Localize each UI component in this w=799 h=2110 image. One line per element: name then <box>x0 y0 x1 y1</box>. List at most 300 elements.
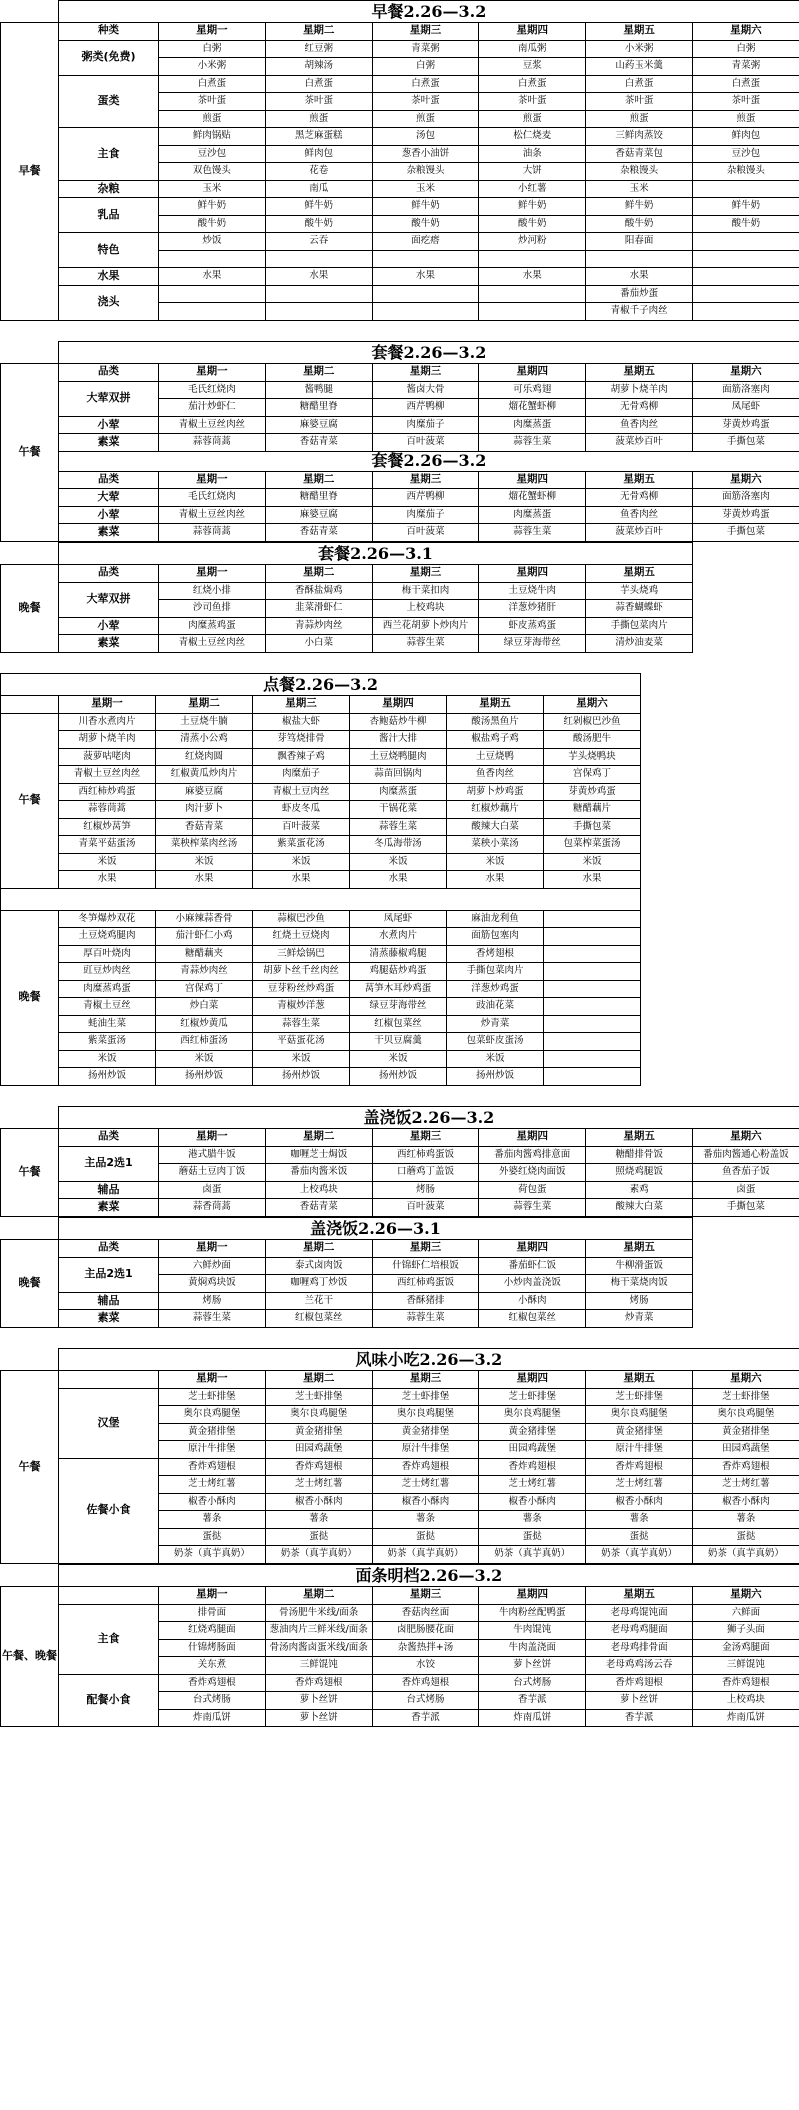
menu-item: 无骨鸡柳 <box>586 489 693 507</box>
day-header: 星期三 <box>372 471 479 489</box>
table-row <box>1 233 799 251</box>
menu-item: 平菇蛋花汤 <box>253 1033 350 1051</box>
day-header: 星期二 <box>156 696 253 714</box>
menu-item <box>479 303 586 321</box>
day-header: 星期五 <box>586 23 693 41</box>
table-row <box>1 818 641 836</box>
category-label: 大荤双拼 <box>59 582 159 617</box>
menu-item: 蒜蓉生菜 <box>479 1199 586 1217</box>
menu-item: 水果 <box>156 871 253 889</box>
menu-item: 青椒土豆丝肉丝 <box>59 766 156 784</box>
menu-item: 白煮蛋 <box>692 75 799 93</box>
category-label: 主食 <box>59 1604 159 1674</box>
menu-item: 酸牛奶 <box>159 215 266 233</box>
menu-item: 宫保鸡丁 <box>544 766 641 784</box>
menu-item: 蒜香蝴蝶虾 <box>586 600 693 618</box>
menu-item: 肉糜茄子 <box>372 416 479 434</box>
menu-item: 麻婆豆腐 <box>265 416 372 434</box>
menu-item: 奥尔良鸡腿堡 <box>692 1406 799 1424</box>
menu-item: 水果 <box>59 871 156 889</box>
menu-item <box>265 285 372 303</box>
menu-item <box>479 250 586 268</box>
menu-item: 茄汁炒虾仁 <box>159 399 266 417</box>
menu-item: 口蘑鸡丁盖饭 <box>372 1164 479 1182</box>
menu-item: 香菇青菜 <box>156 818 253 836</box>
menu-item: 荷包蛋 <box>479 1181 586 1199</box>
day-header: 星期三 <box>372 364 479 382</box>
day-header: 星期二 <box>265 1587 372 1605</box>
menu-item: 关东煮 <box>159 1657 266 1675</box>
menu-item: 手撕包菜 <box>544 818 641 836</box>
menu-item: 熘花蟹虾柳 <box>479 399 586 417</box>
day-header: 星期三 <box>372 23 479 41</box>
menu-item: 川香水煮肉片 <box>59 713 156 731</box>
menu-item: 牛肉盖浇面 <box>479 1639 586 1657</box>
menu-item: 煎蛋 <box>265 110 372 128</box>
title-spacer <box>1 1 59 23</box>
menu-item: 香芋派 <box>372 1709 479 1727</box>
menu-item <box>544 1015 641 1033</box>
menu-item: 牛肉粉丝配鸭蛋 <box>479 1604 586 1622</box>
menu-item: 芝士烤红薯 <box>586 1476 693 1494</box>
menu-item: 茶叶蛋 <box>159 93 266 111</box>
menu-item <box>544 928 641 946</box>
menu-item: 薯条 <box>159 1511 266 1529</box>
title-spacer <box>1 543 59 565</box>
menu-item: 芝士烤红薯 <box>372 1476 479 1494</box>
menu-item: 奶茶（真芋真奶） <box>479 1546 586 1564</box>
category-label: 素菜 <box>59 1199 159 1217</box>
menu-item: 黄金猪排堡 <box>372 1423 479 1441</box>
menu-item: 黄焖鸡块饭 <box>159 1275 266 1293</box>
table-row <box>1 285 799 303</box>
menu-item: 薯条 <box>692 1511 799 1529</box>
menu-item: 芽黄炒鸡蛋 <box>692 506 799 524</box>
menu-item: 萝卜丝饼 <box>479 1657 586 1675</box>
menu-item: 原汁牛排堡 <box>159 1441 266 1459</box>
menu-item: 泰式卤肉饭 <box>265 1257 372 1275</box>
menu-item: 虾皮蒸鸡蛋 <box>479 617 586 635</box>
section-rice-lunch <box>0 1106 799 1217</box>
menu-item: 蚝油生菜 <box>59 1015 156 1033</box>
menu-item: 薯条 <box>372 1511 479 1529</box>
menu-item <box>544 1050 641 1068</box>
category-header: 品类 <box>59 364 159 382</box>
day-header: 星期四 <box>479 471 586 489</box>
menu-item: 蒜蓉生菜 <box>479 524 586 542</box>
menu-item: 香菇肉丝面 <box>372 1604 479 1622</box>
table-row <box>1 963 641 981</box>
menu-item: 芋头烧鸡 <box>586 582 693 600</box>
day-header: 星期六 <box>544 696 641 714</box>
menu-item: 凤尾虾 <box>692 399 799 417</box>
menu-item: 芝士烤红薯 <box>159 1476 266 1494</box>
day-header: 星期一 <box>159 565 266 583</box>
menu-item: 葱油肉片三鲜米线/面条 <box>265 1622 372 1640</box>
menu-item: 台式烤肠 <box>159 1692 266 1710</box>
menu-item: 红烧小排 <box>159 582 266 600</box>
meal-label: 午餐 <box>1 1129 59 1217</box>
menu-item: 芋头烧鸭块 <box>544 748 641 766</box>
menu-item: 百叶菠菜 <box>372 1199 479 1217</box>
menu-item: 西红柿炒鸡蛋 <box>59 783 156 801</box>
day-header: 星期五 <box>447 696 544 714</box>
day-header: 星期六 <box>692 1587 799 1605</box>
menu-item: 蒜香茼蒿 <box>159 1199 266 1217</box>
menu-item: 番茄炒蛋 <box>586 285 693 303</box>
menu-item: 薯条 <box>479 1511 586 1529</box>
menu-item: 酸牛奶 <box>372 215 479 233</box>
menu-item: 牛肉馄饨 <box>479 1622 586 1640</box>
day-header: 星期一 <box>159 1240 266 1258</box>
menu-item: 青蒜炒肉丝 <box>156 963 253 981</box>
meal-label: 晚餐 <box>1 565 59 653</box>
title-spacer <box>1 342 59 364</box>
menu-item: 青菜粥 <box>692 58 799 76</box>
menu-item: 芝士虾排堡 <box>479 1388 586 1406</box>
menu-item: 椒香小酥肉 <box>586 1493 693 1511</box>
menu-item: 松仁烧麦 <box>479 128 586 146</box>
section-title: 盖浇饭2.26—3.2 <box>59 1107 799 1129</box>
day-header: 星期五 <box>586 471 693 489</box>
menu-item: 煎蛋 <box>479 110 586 128</box>
menu-item: 红椒炒藕片 <box>447 801 544 819</box>
category-label: 素菜 <box>59 1310 159 1328</box>
menu-item: 酸汤肥牛 <box>544 731 641 749</box>
menu-item: 香酥猪排 <box>372 1292 479 1310</box>
menu-item: 炒河粉 <box>479 233 586 251</box>
menu-item: 薯条 <box>586 1511 693 1529</box>
menu-item: 糖醋藕片 <box>544 801 641 819</box>
menu-item: 茶叶蛋 <box>372 93 479 111</box>
menu-item: 黄金猪排堡 <box>479 1423 586 1441</box>
menu-item: 酸牛奶 <box>265 215 372 233</box>
menu-item: 蒜蓉茼蒿 <box>59 801 156 819</box>
menu-item: 小炒肉盖浇饭 <box>479 1275 586 1293</box>
menu-item: 水果 <box>265 268 372 286</box>
menu-item: 白粥 <box>692 40 799 58</box>
menu-item: 香炸鸡翅根 <box>586 1674 693 1692</box>
section-title: 面条明档2.26—3.2 <box>59 1565 799 1587</box>
menu-item: 什锦烤肠面 <box>159 1639 266 1657</box>
menu-item: 薯条 <box>265 1511 372 1529</box>
menu-item: 炒青菜 <box>447 1015 544 1033</box>
menu-item: 鱼香肉丝 <box>586 416 693 434</box>
menu-item: 米饭 <box>59 853 156 871</box>
menu-item: 蛋挞 <box>265 1528 372 1546</box>
menu-item: 水煮肉片 <box>350 928 447 946</box>
menu-item: 酱鸭腿 <box>265 381 372 399</box>
menu-item: 包菜虾皮蛋汤 <box>447 1033 544 1051</box>
menu-item: 香炸鸡翅根 <box>692 1674 799 1692</box>
section-snacks <box>0 1348 799 1564</box>
category-header: 品类 <box>59 1240 159 1258</box>
menu-item: 紫菜蛋花汤 <box>253 836 350 854</box>
menu-item: 香炸鸡翅根 <box>586 1458 693 1476</box>
menu-item: 肉糜蒸鸡蛋 <box>59 980 156 998</box>
menu-item: 上校鸡块 <box>692 1692 799 1710</box>
menu-item: 鲜牛奶 <box>265 198 372 216</box>
menu-item: 鲜牛奶 <box>159 198 266 216</box>
section-title: 套餐2.26—3.2 <box>59 342 799 364</box>
table-row <box>1 998 641 1016</box>
menu-item <box>372 303 479 321</box>
section-title: 盖浇饭2.26—3.1 <box>59 1218 693 1240</box>
table-row <box>1 128 799 146</box>
day-header: 星期六 <box>692 1371 799 1389</box>
menu-item: 芝士虾排堡 <box>265 1388 372 1406</box>
table-row <box>1 434 799 452</box>
menu-item: 米饭 <box>447 853 544 871</box>
menu-item: 红烧土豆烧肉 <box>253 928 350 946</box>
table-row <box>1 766 641 784</box>
menu-item: 杂粮馒头 <box>586 163 693 181</box>
menu-item: 小红薯 <box>479 180 586 198</box>
menu-item: 毛氏红烧肉 <box>159 489 266 507</box>
menu-item: 椒香小酥肉 <box>479 1493 586 1511</box>
table-row <box>1 40 799 58</box>
menu-item: 黄金猪排堡 <box>586 1423 693 1441</box>
menu-item: 大饼 <box>479 163 586 181</box>
menu-item: 鱼香肉丝 <box>447 766 544 784</box>
menu-item: 沙司鱼排 <box>159 600 266 618</box>
menu-item: 绿豆芽海带丝 <box>350 998 447 1016</box>
menu-item: 面筋洛塞肉 <box>692 381 799 399</box>
section-lunch-set <box>0 341 799 542</box>
menu-item: 萝卜丝饼 <box>265 1709 372 1727</box>
menu-item: 香炸鸡翅根 <box>265 1674 372 1692</box>
section-subtitle: 套餐2.26—3.2 <box>59 451 799 471</box>
menu-item: 冬笋爆炒双花 <box>59 910 156 928</box>
menu-item: 百叶菠菜 <box>372 434 479 452</box>
menu-item: 奥尔良鸡腿堡 <box>479 1406 586 1424</box>
menu-item: 香芋派 <box>586 1709 693 1727</box>
table-row <box>1 75 799 93</box>
day-header: 星期一 <box>159 23 266 41</box>
menu-item: 胡萝卜炒鸡蛋 <box>447 783 544 801</box>
menu-item: 鲜牛奶 <box>479 198 586 216</box>
menu-item: 外婆红烧肉面饭 <box>479 1164 586 1182</box>
menu-item: 厚百叶烧肉 <box>59 945 156 963</box>
menu-item: 香炸鸡翅根 <box>479 1458 586 1476</box>
menu-item: 蒜蓉茼蒿 <box>159 434 266 452</box>
menu-item: 扬州炒饭 <box>253 1068 350 1086</box>
menu-item: 豆沙包 <box>692 145 799 163</box>
menu-item: 青椒土豆丝 <box>59 998 156 1016</box>
menu-item: 胡萝卜丝千丝肉丝 <box>253 963 350 981</box>
menu-item: 椒香小酥肉 <box>159 1493 266 1511</box>
menu-item: 红椒黄瓜炒肉片 <box>156 766 253 784</box>
menu-item: 香炸鸡翅根 <box>159 1674 266 1692</box>
menu-item: 干锅花菜 <box>350 801 447 819</box>
menu-item: 烤肠 <box>586 1292 693 1310</box>
menu-item: 手撕包菜 <box>692 1199 799 1217</box>
table-row <box>1 945 641 963</box>
table-row <box>1 1388 799 1406</box>
category-header: 种类 <box>59 23 159 41</box>
menu-item: 云吞 <box>265 233 372 251</box>
day-header: 星期四 <box>479 565 586 583</box>
menu-item: 芝士虾排堡 <box>159 1388 266 1406</box>
menu-item: 台式烤肠 <box>372 1692 479 1710</box>
menu-item: 梅干菜烧肉饭 <box>586 1275 693 1293</box>
day-header: 星期一 <box>59 696 156 714</box>
menu-item: 奥尔良鸡腿堡 <box>372 1406 479 1424</box>
menu-item: 蛋挞 <box>586 1528 693 1546</box>
menu-item: 熘花蟹虾柳 <box>479 489 586 507</box>
menu-item: 黄金猪排堡 <box>159 1423 266 1441</box>
menu-item: 青椒土豆肉丝 <box>253 783 350 801</box>
menu-item: 南瓜粥 <box>479 40 586 58</box>
menu-item: 蘑菇土豆肉丁饭 <box>159 1164 266 1182</box>
menu-item: 酸牛奶 <box>586 215 693 233</box>
day-header: 星期二 <box>265 1240 372 1258</box>
menu-item: 红豆粥 <box>265 40 372 58</box>
menu-item: 西红柿鸡蛋饭 <box>372 1275 479 1293</box>
menu-item <box>544 945 641 963</box>
menu-item: 炸南瓜饼 <box>159 1709 266 1727</box>
menu-item <box>544 963 641 981</box>
menu-item: 茶叶蛋 <box>265 93 372 111</box>
menu-item: 包菜榨菜蛋汤 <box>544 836 641 854</box>
section-rice-dinner <box>0 1217 693 1328</box>
table-row <box>1 180 799 198</box>
menu-item: 酸辣大白菜 <box>586 1199 693 1217</box>
category-header: 品类 <box>59 471 159 489</box>
menu-item: 牛柳滑蛋饭 <box>586 1257 693 1275</box>
menu-item: 胡萝卜烧羊肉 <box>59 731 156 749</box>
menu-item: 糖醋里脊 <box>265 399 372 417</box>
menu-item: 六鲜炒面 <box>159 1257 266 1275</box>
menu-item: 茶叶蛋 <box>479 93 586 111</box>
menu-item: 麻婆豆腐 <box>156 783 253 801</box>
category-label: 大荤双拼 <box>59 381 159 416</box>
menu-item <box>544 1033 641 1051</box>
day-header: 星期二 <box>265 471 372 489</box>
menu-item: 原汁牛排堡 <box>586 1441 693 1459</box>
menu-item: 胡萝卜烧羊肉 <box>586 381 693 399</box>
menu-item: 上校鸡块 <box>372 600 479 618</box>
spacer-row <box>1 888 641 910</box>
menu-item: 米饭 <box>253 1050 350 1068</box>
meal-label: 晚餐 <box>1 1240 59 1328</box>
menu-item: 奶茶（真芋真奶） <box>586 1546 693 1564</box>
day-header: 星期四 <box>479 1371 586 1389</box>
menu-item: 炒青菜 <box>586 1310 693 1328</box>
menu-item: 酸辣大白菜 <box>447 818 544 836</box>
menu-item: 芽黄炒鸡蛋 <box>544 783 641 801</box>
menu-item: 芽黄炒鸡蛋 <box>692 416 799 434</box>
menu-item: 烤肠 <box>372 1181 479 1199</box>
menu-item: 芝士烤红薯 <box>479 1476 586 1494</box>
section-title: 套餐2.26—3.1 <box>59 543 693 565</box>
menu-item <box>692 285 799 303</box>
day-header: 星期四 <box>479 1129 586 1147</box>
menu-item: 红椒炒莴笋 <box>59 818 156 836</box>
table-row <box>1 198 799 216</box>
menu-item: 土豆烧牛肉 <box>479 582 586 600</box>
table-row <box>1 506 799 524</box>
table-row <box>1 1310 693 1328</box>
menu-item: 玉米 <box>372 180 479 198</box>
category-label: 大荤 <box>59 489 159 507</box>
menu-item: 炸南瓜饼 <box>692 1709 799 1727</box>
menu-item: 水果 <box>350 871 447 889</box>
section-breakfast <box>0 0 799 321</box>
menu-item: 黄金猪排堡 <box>265 1423 372 1441</box>
menu-item: 扬州炒饭 <box>59 1068 156 1086</box>
menu-item: 奥尔良鸡腿堡 <box>586 1406 693 1424</box>
table-row <box>1 1050 641 1068</box>
menu-item: 菠菜炒百叶 <box>586 434 693 452</box>
day-header: 星期三 <box>372 565 479 583</box>
category-label: 特色 <box>59 233 159 268</box>
menu-item: 西芹鸭柳 <box>372 399 479 417</box>
menu-item: 白煮蛋 <box>586 75 693 93</box>
table-row <box>1 1033 641 1051</box>
category-label: 配餐小食 <box>59 1674 159 1727</box>
menu-item: 鲜肉包 <box>692 128 799 146</box>
menu-item: 排骨面 <box>159 1604 266 1622</box>
menu-item: 飘香辣子鸡 <box>253 748 350 766</box>
menu-item: 青椒千子肉丝 <box>586 303 693 321</box>
menu-item: 奥尔良鸡腿堡 <box>159 1406 266 1424</box>
corner-cell <box>1 696 59 714</box>
table-row <box>1 836 641 854</box>
menu-item: 双色馒头 <box>159 163 266 181</box>
table-row <box>1 617 693 635</box>
menu-item: 白煮蛋 <box>265 75 372 93</box>
menu-item: 酱卤大骨 <box>372 381 479 399</box>
table-row <box>1 635 693 653</box>
menu-item: 百叶菠菜 <box>253 818 350 836</box>
menu-item: 炒饭 <box>159 233 266 251</box>
title-spacer <box>1 1218 59 1240</box>
day-header: 星期二 <box>265 23 372 41</box>
menu-item: 香炸鸡翅根 <box>159 1458 266 1476</box>
menu-item: 茶叶蛋 <box>586 93 693 111</box>
menu-item: 奶茶（真芋真奶） <box>159 1546 266 1564</box>
menu-item: 椒盐鸡子鸡 <box>447 731 544 749</box>
category-label: 小荤 <box>59 617 159 635</box>
meal-label: 晚餐 <box>1 910 59 1085</box>
menu-item: 卤蛋 <box>692 1181 799 1199</box>
day-header: 星期五 <box>586 1240 693 1258</box>
menu-item: 蒜蓉生菜 <box>253 1015 350 1033</box>
menu-item: 煎蛋 <box>159 110 266 128</box>
menu-item: 素鸡 <box>586 1181 693 1199</box>
menu-item: 菠萝咕咾肉 <box>59 748 156 766</box>
menu-item: 酱汁大排 <box>350 731 447 749</box>
menu-item: 肉糜蒸鸡蛋 <box>159 617 266 635</box>
menu-item: 水果 <box>544 871 641 889</box>
menu-item: 山药玉米羹 <box>586 58 693 76</box>
category-label: 小荤 <box>59 416 159 434</box>
menu-item: 卤肥肠腰花面 <box>372 1622 479 1640</box>
table-row <box>1 748 641 766</box>
menu-item: 卤蛋 <box>159 1181 266 1199</box>
menu-item: 白粥 <box>159 40 266 58</box>
menu-item: 洋葱炒猪肝 <box>479 600 586 618</box>
menu-item: 奶茶（真芋真奶） <box>692 1546 799 1564</box>
menu-item: 红椒炒黄瓜 <box>156 1015 253 1033</box>
category-label: 水果 <box>59 268 159 286</box>
category-label: 辅品 <box>59 1292 159 1310</box>
section-title: 风味小吃2.26—3.2 <box>59 1349 799 1371</box>
menu-item: 蛋挞 <box>372 1528 479 1546</box>
table-row <box>1 713 641 731</box>
menu-item: 肉糜蒸蛋 <box>350 783 447 801</box>
